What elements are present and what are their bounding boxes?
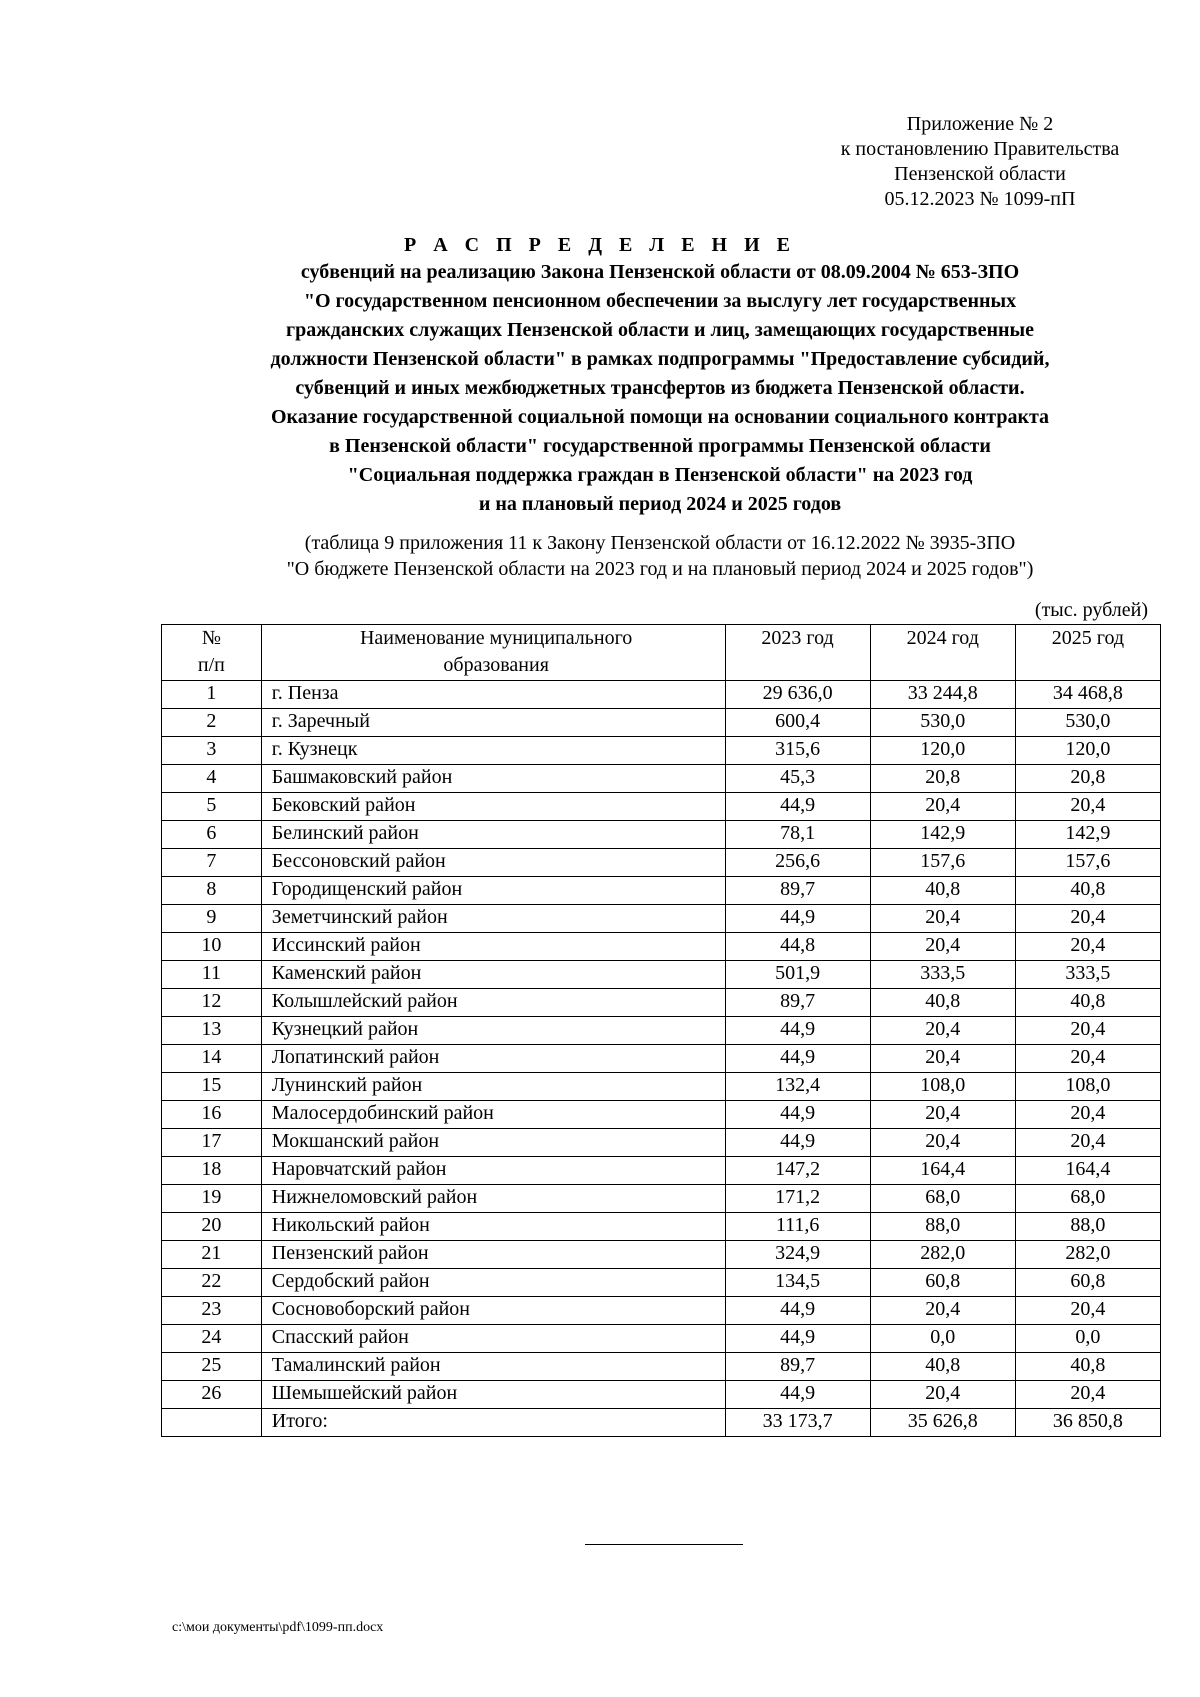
table-row [162,849,1161,877]
row-value-2024: 35 626,8 [870,1409,1015,1437]
row-value-2024: 333,5 [870,961,1015,989]
table-row [162,1213,1161,1241]
row-value-2024: 530,0 [870,709,1015,737]
header-2023: 2023 год [725,625,870,681]
row-value-2023: 44,9 [725,1017,870,1045]
distribution-table [161,624,1161,1437]
row-number: 13 [162,1017,262,1045]
subtitle-line: Оказание государственной социальной помощи на основании социального контракта [270,406,1050,428]
row-value-2024: 108,0 [870,1073,1015,1101]
row-name: Лопатинский район [261,1045,725,1073]
row-value-2023: 45,3 [725,765,870,793]
row-value-2023: 324,9 [725,1241,870,1269]
row-value-2025: 36 850,8 [1015,1409,1160,1437]
row-value-2024: 0,0 [870,1325,1015,1353]
row-number: 1 [162,681,262,709]
table-row [162,1129,1161,1157]
row-value-2025: 20,4 [1015,1017,1160,1045]
table-row [162,709,1161,737]
table-row [162,765,1161,793]
table-row [162,1325,1161,1353]
row-value-2024: 20,4 [870,793,1015,821]
row-value-2025: 20,4 [1015,905,1160,933]
table-header-row [162,625,1161,681]
row-name: Сосновоборский район [261,1297,725,1325]
row-number: 16 [162,1101,262,1129]
row-value-2023: 171,2 [725,1185,870,1213]
row-value-2025: 20,4 [1015,1045,1160,1073]
row-value-2023: 44,9 [725,1297,870,1325]
row-value-2024: 68,0 [870,1185,1015,1213]
row-number: 17 [162,1129,262,1157]
subtitle-line: "Социальная поддержка граждан в Пензенской области" на 2023 год [347,464,973,486]
row-name: Белинский район [261,821,725,849]
source-line: "О бюджете Пензенской области на 2023 год и на плановый период 2024 и 2025 годов") [286,558,1034,580]
row-number: 10 [162,933,262,961]
row-value-2023: 44,9 [725,793,870,821]
row-number: 18 [162,1157,262,1185]
document-title: Р А С П Р Е Д Е Л Е Н И Е [403,234,796,256]
row-value-2024: 20,4 [870,1297,1015,1325]
row-value-2023: 147,2 [725,1157,870,1185]
file-path: c:\мои документы\pdf\1099-пп.docx [172,1620,384,1635]
row-value-2025: 333,5 [1015,961,1160,989]
row-value-2023: 111,6 [725,1213,870,1241]
table-row [162,737,1161,765]
table-row [162,961,1161,989]
table-row [162,681,1161,709]
row-value-2023: 256,6 [725,849,870,877]
row-value-2025: 20,4 [1015,1101,1160,1129]
row-name: Малосердобинский район [261,1101,725,1129]
row-name: Мокшанский район [261,1129,725,1157]
row-value-2025: 0,0 [1015,1325,1160,1353]
row-value-2025: 20,4 [1015,933,1160,961]
row-value-2023: 44,9 [725,1381,870,1409]
row-name: Шемышейский район [261,1381,725,1409]
row-value-2023: 134,5 [725,1269,870,1297]
row-value-2025: 20,4 [1015,1129,1160,1157]
row-number: 7 [162,849,262,877]
row-number: 25 [162,1353,262,1381]
document-subtitle [160,258,1160,519]
row-value-2023: 78,1 [725,821,870,849]
row-value-2024: 20,8 [870,765,1015,793]
source-line: (таблица 9 приложения 11 к Закону Пензенской области от 16.12.2022 № 3935-ЗПО [304,532,1016,554]
table-row [162,821,1161,849]
row-value-2023: 44,9 [725,1129,870,1157]
row-name: Городищенский район [261,877,725,905]
source-reference [160,530,1160,582]
row-name: г. Кузнецк [261,737,725,765]
row-value-2025: 120,0 [1015,737,1160,765]
row-value-2024: 88,0 [870,1213,1015,1241]
row-value-2024: 20,4 [870,1101,1015,1129]
row-name: Бессоновский район [261,849,725,877]
row-name: Нижнеломовский район [261,1185,725,1213]
row-value-2025: 530,0 [1015,709,1160,737]
appendix-line: к постановлению Правительства [840,138,1120,160]
table-row [162,1297,1161,1325]
header-num-line1: № [201,627,221,649]
row-number: 6 [162,821,262,849]
table-body [162,625,1161,1437]
row-value-2024: 20,4 [870,1129,1015,1157]
row-number: 5 [162,793,262,821]
row-name: Лунинский район [261,1073,725,1101]
subtitle-line: гражданских служащих Пензенской области и лиц, замещающих государственные [285,319,1035,341]
row-value-2025: 88,0 [1015,1213,1160,1241]
row-value-2024: 282,0 [870,1241,1015,1269]
table-row [162,1017,1161,1045]
row-value-2023: 29 636,0 [725,681,870,709]
table-row [162,1073,1161,1101]
row-value-2025: 20,4 [1015,793,1160,821]
header-num-line2: п/п [197,654,225,676]
row-value-2023: 89,7 [725,1353,870,1381]
row-name: Сердобский район [261,1269,725,1297]
row-name: Наровчатский район [261,1157,725,1185]
units-label: (тыс. рублей) [1034,599,1148,621]
row-value-2024: 20,4 [870,1381,1015,1409]
row-value-2025: 164,4 [1015,1157,1160,1185]
table-row [162,1157,1161,1185]
row-value-2025: 20,8 [1015,765,1160,793]
appendix-line: Приложение № 2 [906,113,1054,135]
row-number: 2 [162,709,262,737]
table-row [162,1241,1161,1269]
subtitle-line: субвенций и иных межбюджетных трансфертов из бюджета Пензенской области. [295,377,1025,399]
row-value-2025: 40,8 [1015,877,1160,905]
row-value-2024: 157,6 [870,849,1015,877]
row-value-2023: 501,9 [725,961,870,989]
row-value-2024: 20,4 [870,905,1015,933]
row-name: г. Заречный [261,709,725,737]
header-2024: 2024 год [870,625,1015,681]
row-name: Колышлейский район [261,989,725,1017]
table-row [162,1045,1161,1073]
header-name-line2: образования [443,654,549,676]
row-name: Никольский район [261,1213,725,1241]
row-value-2023: 89,7 [725,877,870,905]
row-name: Иссинский район [261,933,725,961]
row-value-2023: 44,9 [725,1045,870,1073]
row-number: 21 [162,1241,262,1269]
table-row [162,877,1161,905]
row-name: Тамалинский район [261,1353,725,1381]
row-value-2023: 132,4 [725,1073,870,1101]
subtitle-line: должности Пензенской области" в рамках подпрограммы "Предоставление субсидий, [270,348,1050,370]
row-name: Бековский район [261,793,725,821]
row-value-2025: 40,8 [1015,1353,1160,1381]
row-number: 19 [162,1185,262,1213]
row-value-2024: 20,4 [870,1045,1015,1073]
row-name: Спасский район [261,1325,725,1353]
row-value-2025: 157,6 [1015,849,1160,877]
subtitle-line: субвенций на реализацию Закона Пензенской области от 08.09.2004 № 653-ЗПО [300,261,1020,283]
row-value-2024: 20,4 [870,1017,1015,1045]
table-row [162,989,1161,1017]
row-number: 20 [162,1213,262,1241]
row-name: Каменский район [261,961,725,989]
row-value-2024: 33 244,8 [870,681,1015,709]
table-row [162,1381,1161,1409]
row-value-2023: 44,9 [725,905,870,933]
appendix-line: 05.12.2023 № 1099-пП [884,188,1076,210]
row-number: 8 [162,877,262,905]
row-number: 11 [162,961,262,989]
row-value-2023: 44,9 [725,1325,870,1353]
table-row [162,1269,1161,1297]
row-name: Итого: [261,1409,725,1437]
header-num [162,625,262,681]
row-value-2024: 40,8 [870,1353,1015,1381]
table-row [162,1353,1161,1381]
row-value-2023: 89,7 [725,989,870,1017]
row-value-2023: 33 173,7 [725,1409,870,1437]
table-row [162,1185,1161,1213]
row-value-2023: 44,8 [725,933,870,961]
table-row [162,933,1161,961]
row-value-2025: 20,4 [1015,1297,1160,1325]
row-name: г. Пенза [261,681,725,709]
row-number: 23 [162,1297,262,1325]
appendix-line: Пензенской области [894,163,1066,185]
row-value-2024: 40,8 [870,989,1015,1017]
row-number: 14 [162,1045,262,1073]
row-value-2024: 20,4 [870,933,1015,961]
row-value-2024: 40,8 [870,877,1015,905]
row-value-2024: 120,0 [870,737,1015,765]
header-name-line1: Наименование муниципального [359,627,633,649]
row-value-2024: 142,9 [870,821,1015,849]
row-number: 15 [162,1073,262,1101]
appendix-note [780,112,1180,212]
row-name: Башмаковский район [261,765,725,793]
subtitle-line: и на плановый период 2024 и 2025 годов [478,493,842,515]
row-value-2025: 60,8 [1015,1269,1160,1297]
row-value-2025: 282,0 [1015,1241,1160,1269]
row-value-2025: 108,0 [1015,1073,1160,1101]
subtitle-line: "О государственном пенсионном обеспечении за выслугу лет государственных [303,290,1017,312]
row-number: 9 [162,905,262,933]
table-row [162,905,1161,933]
separator-line [585,1544,743,1545]
table-row [162,1101,1161,1129]
header-2025: 2025 год [1015,625,1160,681]
row-number: 26 [162,1381,262,1409]
row-value-2025: 40,8 [1015,989,1160,1017]
row-name: Пензенский район [261,1241,725,1269]
row-number [162,1409,262,1437]
row-value-2023: 600,4 [725,709,870,737]
row-value-2025: 68,0 [1015,1185,1160,1213]
row-value-2025: 20,4 [1015,1381,1160,1409]
row-value-2024: 60,8 [870,1269,1015,1297]
header-name [261,625,725,681]
table-total-row [162,1409,1161,1437]
row-number: 24 [162,1325,262,1353]
row-number: 12 [162,989,262,1017]
row-number: 22 [162,1269,262,1297]
row-name: Земетчинский район [261,905,725,933]
table-row [162,793,1161,821]
row-value-2023: 315,6 [725,737,870,765]
row-number: 3 [162,737,262,765]
row-name: Кузнецкий район [261,1017,725,1045]
row-value-2024: 164,4 [870,1157,1015,1185]
row-value-2025: 142,9 [1015,821,1160,849]
row-number: 4 [162,765,262,793]
row-value-2025: 34 468,8 [1015,681,1160,709]
row-value-2023: 44,9 [725,1101,870,1129]
subtitle-line: в Пензенской области" государственной программы Пензенской области [329,435,991,457]
